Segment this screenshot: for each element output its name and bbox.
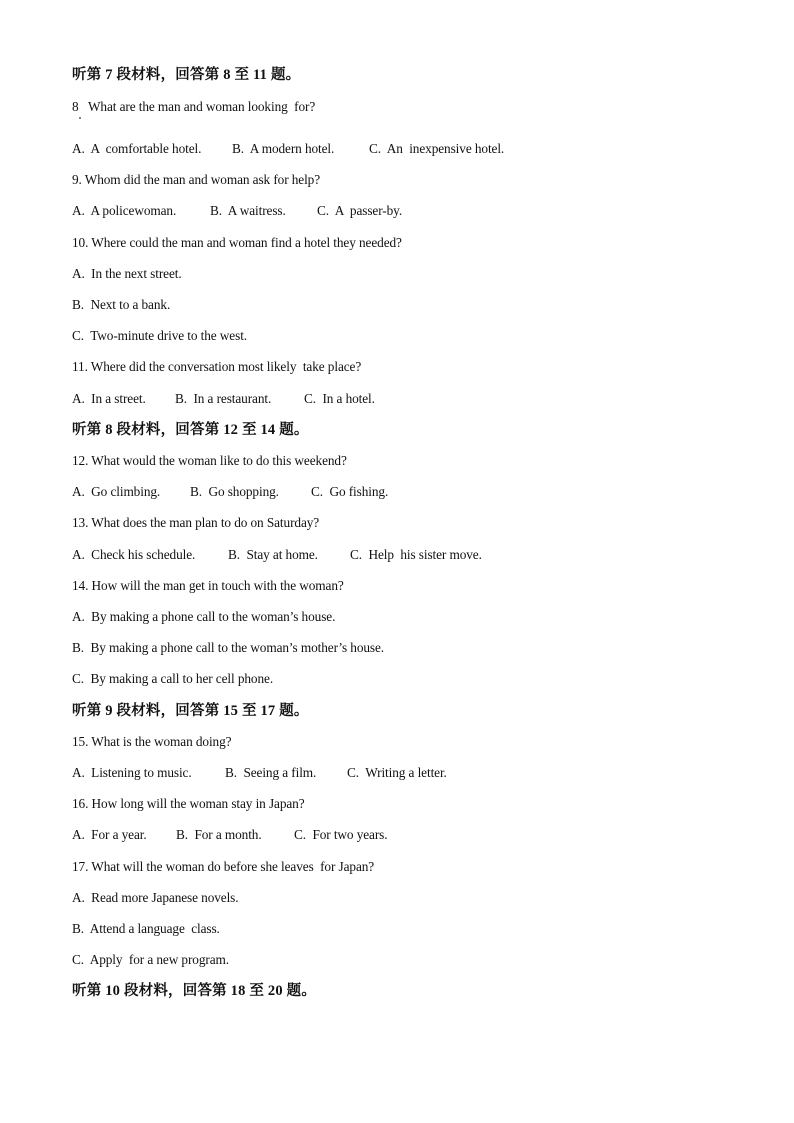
- option-c: C. Go fishing.: [311, 484, 389, 499]
- question-11: 11. Where did the conversation most likely take place?: [72, 359, 362, 374]
- option-b: B. Attend a language class.: [72, 921, 220, 936]
- question-9: 9. Whom did the man and woman ask for help?: [72, 172, 321, 187]
- option-b: B. In a restaurant.: [175, 391, 272, 406]
- question-11-options: [72, 391, 375, 407]
- option-b: B. Seeing a film.: [225, 765, 317, 780]
- option-a: A. Listening to music.: [72, 765, 192, 780]
- option-c: C. Help his sister move.: [350, 547, 482, 562]
- option-c: C. For two years.: [294, 827, 388, 842]
- option-a: A. For a year.: [72, 827, 147, 842]
- option-a: A. By making a phone call to the woman’s house.: [72, 609, 336, 624]
- option-a: A. Go climbing.: [72, 484, 161, 499]
- question-9-options: [72, 203, 402, 219]
- option-b: B. By making a phone call to the woman’s mother’s house.: [72, 640, 385, 655]
- section-heading: 听第 8 段材料，回答第 12 至 14 题。: [72, 422, 309, 438]
- option-b: B. For a month.: [176, 827, 262, 842]
- option-b: B. Stay at home.: [228, 547, 318, 562]
- section-heading: 听第 9 段材料，回答第 15 至 17 题。: [72, 703, 309, 719]
- question-12: 12. What would the woman like to do this weekend?: [72, 453, 347, 468]
- section-heading: 听第 10 段材料，回答第 18 至 20 题。: [72, 983, 317, 999]
- option-a: A. A policewoman.: [72, 203, 177, 218]
- stray-mark: [79, 117, 81, 119]
- option-c: C. Writing a letter.: [347, 765, 447, 780]
- option-c: C. An inexpensive hotel.: [369, 141, 505, 156]
- option-a: A. In the next street.: [72, 266, 182, 281]
- option-b: B. A waitress.: [210, 203, 286, 218]
- option-a: A. In a street.: [72, 391, 146, 406]
- option-b: B. Next to a bank.: [72, 297, 171, 312]
- question-15: 15. What is the woman doing?: [72, 734, 232, 749]
- question-16: 16. How long will the woman stay in Japan?: [72, 796, 305, 811]
- option-c: C. In a hotel.: [304, 391, 375, 406]
- question-16-options: [72, 827, 388, 843]
- question-13-options: [72, 547, 482, 563]
- option-c: C. Two-minute drive to the west.: [72, 328, 248, 343]
- option-c: C. Apply for a new program.: [72, 952, 230, 967]
- option-c: C. By making a call to her cell phone.: [72, 671, 274, 686]
- question-15-options: [72, 765, 447, 781]
- question-8: 8 What are the man and woman looking for?: [72, 99, 316, 114]
- option-b: B. Go shopping.: [190, 484, 279, 499]
- question-10: 10. Where could the man and woman find a hotel they needed?: [72, 235, 402, 250]
- option-a: A. Read more Japanese novels.: [72, 890, 239, 905]
- option-a: A. A comfortable hotel.: [72, 141, 202, 156]
- question-14: 14. How will the man get in touch with the woman?: [72, 578, 344, 593]
- option-c: C. A passer-by.: [317, 203, 403, 218]
- section-heading: 听第 7 段材料，回答第 8 至 11 题。: [72, 67, 301, 83]
- question-13: 13. What does the man plan to do on Saturday?: [72, 515, 320, 530]
- option-b: B. A modern hotel.: [232, 141, 335, 156]
- option-a: A. Check his schedule.: [72, 547, 196, 562]
- question-17: 17. What will the woman do before she leaves for Japan?: [72, 859, 375, 874]
- question-12-options: [72, 484, 388, 500]
- question-8-options: [72, 141, 504, 157]
